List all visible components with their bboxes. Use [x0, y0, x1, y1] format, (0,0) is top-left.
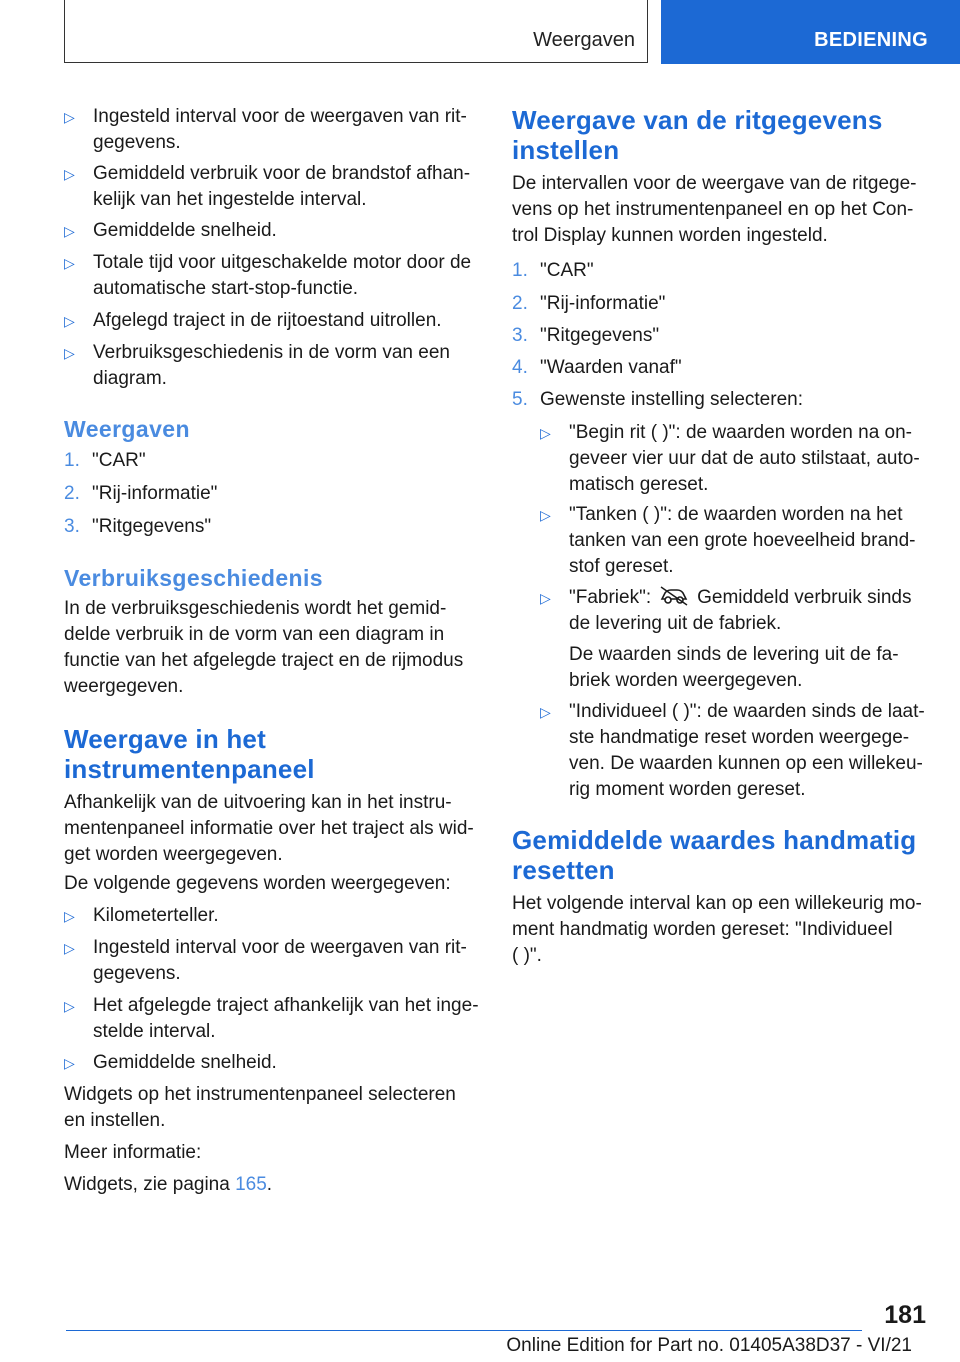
list-item-text: Kilometerteller.: [93, 905, 219, 926]
history-paragraph: [64, 596, 482, 700]
heading-ritgegevens-instellen: Weergave van de ritgegevens instellen: [512, 105, 883, 165]
bullet-triangle-icon: ▷: [64, 166, 75, 182]
step-text: "Ritgegevens": [540, 325, 660, 346]
bullet-triangle-icon: ▷: [64, 998, 75, 1014]
list-item-text: Het afgelegde traject afhankelijk van het inge- stelde interval.: [93, 995, 479, 1042]
reset-heading-block: [512, 825, 926, 885]
list-item-text: Ingesteld interval voor de weergaven van rit- gegevens.: [93, 106, 467, 153]
weergaven-heading-block: [64, 415, 482, 443]
cluster-intro: [64, 871, 482, 897]
paragraph: De waarden sinds de levering uit de fa- briek worden weergegeven.: [569, 644, 899, 691]
paragraph: De volgende gegevens worden weergegeven:: [64, 873, 451, 894]
subheading-weergaven: Weergaven: [64, 416, 190, 442]
heading-handmatig-resetten: Gemiddelde waardes handmatig resetten: [512, 825, 917, 885]
reference-end: .: [266, 1174, 273, 1195]
heading-instrumentenpaneel: Weergave in het instrumentenpaneel: [64, 724, 315, 784]
trip-heading-block: [512, 105, 926, 165]
bullet-triangle-icon: ▷: [64, 345, 75, 361]
step-number: 1.: [512, 260, 528, 281]
trip-paragraph: [512, 171, 926, 249]
bullet-triangle-icon: ▷: [64, 940, 75, 956]
step-number: 5.: [512, 389, 528, 410]
list-item-text: Afgelegd traject in de rijtoestand uitrollen.: [93, 310, 442, 331]
list-item-text: Gemiddelde snelheid.: [93, 1052, 277, 1073]
bullet-triangle-icon: ▷: [540, 425, 551, 441]
paragraph: Meer informatie:: [64, 1142, 202, 1163]
eco-car-icon: [659, 586, 689, 606]
bullet-triangle-icon: ▷: [64, 1055, 75, 1071]
bullet-triangle-icon: ▷: [64, 109, 75, 125]
chapter-title: BEDIENING: [814, 29, 928, 51]
page-link[interactable]: 165: [235, 1174, 267, 1195]
footer-rule: [66, 1330, 862, 1331]
more-info: [64, 1140, 482, 1166]
paragraph: Afhankelijk van de uitvoering kan in het instru- mentenpaneel informatie over het traject als wid- get worden weergegeven.: [64, 792, 474, 865]
step-text: "Rij-informatie": [92, 483, 218, 504]
running-header: [64, 0, 648, 63]
bullet-triangle-icon: ▷: [540, 507, 551, 523]
list-item-text: Totale tijd voor uitgeschakelde motor door de automatische start-stop-functie.: [93, 252, 472, 299]
history-heading-block: [64, 564, 482, 592]
list-item-text: Gemiddelde snelheid.: [93, 220, 277, 241]
fabriek-note: [569, 642, 926, 694]
step-number: 2.: [64, 483, 80, 504]
step-text: "CAR": [540, 260, 594, 281]
page-number: 181: [884, 1301, 926, 1329]
fabriek-text: Gemiddeld verbruik sinds de levering uit de fabriek.: [569, 587, 912, 634]
step-text: "Rij-informatie": [540, 293, 666, 314]
cluster-heading-block: [64, 724, 482, 784]
list-item-text: Ingesteld interval voor de weergaven van rit- gegevens.: [93, 937, 467, 984]
list-item-text: [569, 585, 926, 637]
step-text: Gewenste instelling selecteren:: [540, 389, 803, 410]
step-number: 3.: [512, 325, 528, 346]
section-title: Weergaven: [533, 29, 635, 51]
widgets-reference: [64, 1172, 482, 1198]
list-item-text: Gemiddeld verbruik voor de brandstof afhan- kelijk van het ingestelde interval.: [93, 163, 471, 210]
fabriek-label: "Fabriek":: [569, 587, 652, 608]
step-text: "Ritgegevens": [92, 516, 212, 537]
cluster-paragraph: [64, 790, 482, 868]
chapter-tab: [661, 0, 960, 64]
reset-paragraph: [512, 891, 926, 969]
bullet-triangle-icon: ▷: [64, 908, 75, 924]
list-item-text: Verbruiksgeschiedenis in de vorm van een diagram.: [93, 342, 450, 389]
bullet-triangle-icon: ▷: [540, 704, 551, 720]
step-number: 2.: [512, 293, 528, 314]
paragraph: Widgets op het instrumentenpaneel selecteren en instellen.: [64, 1084, 456, 1131]
list-item-text: "Individueel ( )": de waarden sinds de laat- ste handmatige reset worden weergege- ven. De waarden kunnen op een willekeu- rig moment worden gereset.: [569, 701, 925, 800]
reference-text: Widgets, zie pagina: [64, 1174, 236, 1195]
widgets-paragraph: [64, 1082, 482, 1134]
step-number: 4.: [512, 357, 528, 378]
step-number: 1.: [64, 450, 80, 471]
paragraph: In de verbruiksgeschiedenis wordt het gemid- delde verbruik in de vorm van een diagram in functie van het afgelegde traject en de rijmodus weergegeven.: [64, 598, 464, 697]
bullet-triangle-icon: ▷: [540, 590, 551, 606]
step-text: "Waarden vanaf": [540, 357, 682, 378]
list-item-text: "Tanken ( )": de waarden worden na het tanken van een grote hoeveelheid brand- stof gereset.: [569, 504, 916, 577]
paragraph: Het volgende interval kan op een willekeurig mo- ment handmatig worden gereset: "Individueel ( )".: [512, 893, 922, 966]
bullet-triangle-icon: ▷: [64, 255, 75, 271]
step-text: "CAR": [92, 450, 146, 471]
bullet-triangle-icon: ▷: [64, 313, 75, 329]
bullet-triangle-icon: ▷: [64, 223, 75, 239]
step-number: 3.: [64, 516, 80, 537]
subheading-verbruiksgeschiedenis: Verbruiksgeschiedenis: [64, 565, 323, 591]
edition-note: Online Edition for Part no. 01405A38D37 - VI/21: [506, 1335, 912, 1356]
list-item-text: "Begin rit ( )": de waarden worden na on- geveer vier uur dat de auto stilstaat, auto- matisch gereset.: [569, 422, 920, 495]
paragraph: [64, 1172, 482, 1198]
paragraph: De intervallen voor de weergave van de ritgege- vens op het instrumentenpaneel en op het Con- trol Display kunnen worden ingesteld.: [512, 173, 917, 246]
